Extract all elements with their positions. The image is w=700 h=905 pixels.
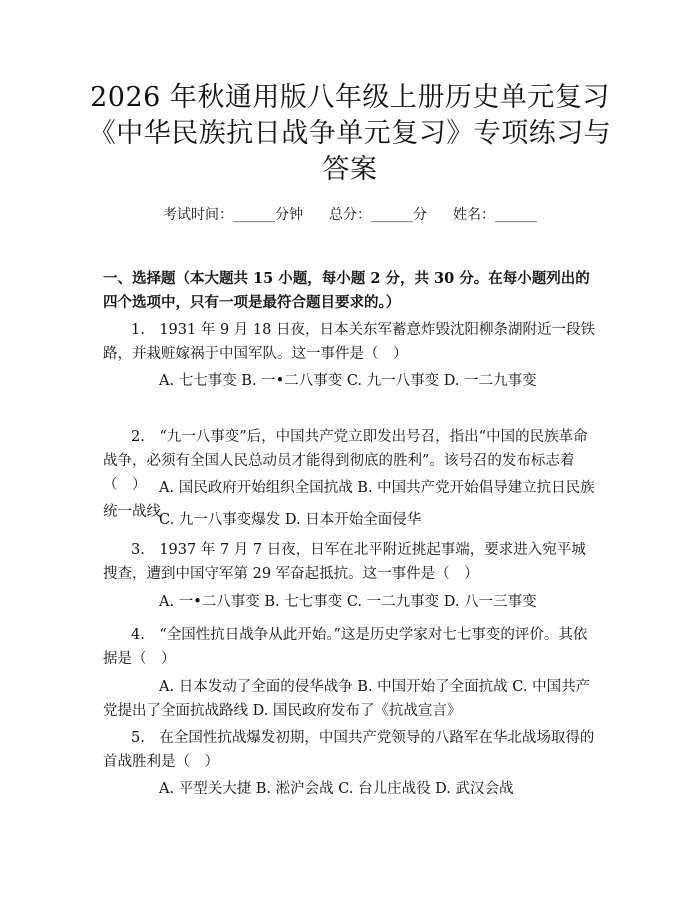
question-3-options: A. 一•二八事变 B. 七七事变 C. 一二九事变 D. 八一三事变 xyxy=(159,594,537,610)
exam-meta xyxy=(0,205,700,225)
title-line-3: 答案 xyxy=(322,154,378,185)
question-2-options-line-2: C. 九一八事变爆发 D. 日本开始全面侵华 xyxy=(159,512,422,528)
title-line-2: 《中华民族抗日战争单元复习》专项练习与 xyxy=(88,118,612,149)
exam-name: 姓名：______ xyxy=(453,207,537,223)
exam-time: 考试时间：______分钟 xyxy=(163,207,303,223)
question-1: 1. 1931 年 9 月 18 日夜，日本关东军蓄意炸毁沈阳柳条湖附近一段铁路，并栽赃嫁祸于中国军队。这一事件是（ ） xyxy=(103,322,595,362)
question-1-options: A. 七七事变 B. 一•二八事变 C. 九一八事变 D. 一二九事变 xyxy=(159,373,537,389)
question-2: 2. “九一八事变”后，中国共产党立即发出号召，指出“中国的民族革命战争，必须有全国人民总动员才能得到彻底的胜利”。该号召的发布标志着（ ） xyxy=(103,429,588,493)
document-title xyxy=(60,80,640,188)
question-4: 4. “全国性抗日战争从此开始。”这是历史学家对七七事变的评价。其依据是（ ） xyxy=(103,627,588,667)
question-5: 5. 在全国性抗战爆发初期，中国共产党领导的八路军在华北战场取得的首战胜利是（ ） xyxy=(103,730,595,770)
section-heading: 一、选择题（本大题共 15 小题，每小题 2 分，共 30 分。在每小题列出的四个选项中，只有一项是最符合题目要求的。） xyxy=(103,270,590,311)
exam-score: 总分：______分 xyxy=(329,207,427,223)
question-4-options: A. 日本发动了全面的侵华战争 B. 中国开始了全面抗战 C. 中国共产党提出了全面抗战路线 D. 国民政府发布了《抗战宣言》 xyxy=(103,679,591,719)
question-2-options-line-1: A. 国民政府开始组织全国抗战 B. 中国共产党开始倡导建立抗日民族统一战线 xyxy=(103,480,595,520)
title-line-1: 2026 年秋通用版八年级上册历史单元复习 xyxy=(90,82,610,113)
question-5-options: A. 平型关大捷 B. 淞沪会战 C. 台儿庄战役 D. 武汉会战 xyxy=(159,781,514,797)
question-3: 3. 1937 年 7 月 7 日夜，日军在北平附近挑起事端，要求进入宛平城搜查，遭到中国守军第 29 军奋起抵抗。这一事件是（ ） xyxy=(103,542,586,582)
